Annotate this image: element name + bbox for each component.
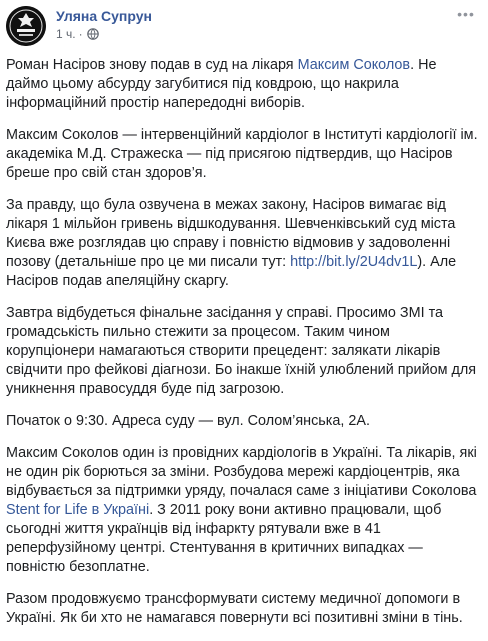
- paragraph-3: За правду, що була озвучена в межах закону, Насіров вимагає від лікаря 1 мільйон гривень відшкодування. Шевченківський суд міста Києва вже розглядав цю справу і повністю відмовив у задоволенні позову (детальніше про це ми писали тут: http://bit.ly/2U4dv1L). Але Насіров подав апеляційну скаргу.: [6, 197, 457, 289]
- external-link[interactable]: http://bit.ly/2U4dv1L: [290, 254, 418, 270]
- avatar-emblem-icon: [6, 6, 46, 46]
- paragraph-6: Максим Соколов один із провідних кардіологів в Україні. Та лікарів, які не один рік борються за зміни. Розбудова мережі кардіоцентрів, яка відбувається за підтримки уряду, почалася саме з ініціативи Соколова Stent for Life в Україні. З 2011 року вони активно працювали, щоб сьогодні життя українців від інфаркту рятували вже в 41 реперфузійному центрі. Стентування в критичних випадках — повністю безоплатне.: [6, 445, 477, 575]
- paragraph-4: Завтра відбудеться фінальне засідання у справі. Просимо ЗМІ та громадськість пильно стежити за процесом. Таким чином корупціонери намагаються створити прецедент: залякати лікарів свідчити про фейкові діагнози. Бо інакше їхній улюблений прийом для уникнення правосуддя буде під загрозою.: [6, 305, 477, 397]
- profile-link-maksym-sokolov[interactable]: Максим Соколов: [297, 57, 411, 73]
- paragraph-5: Початок о 9:30. Адреса суду — вул. Солом’янська, 2А.: [6, 413, 371, 429]
- more-horizontal-icon[interactable]: •••: [457, 6, 475, 22]
- globe-icon: [87, 28, 99, 40]
- author-name[interactable]: Уляна Супрун: [56, 8, 152, 24]
- post-header: [6, 6, 482, 46]
- paragraph-1: Роман Насіров знову подав в суд на лікаря Максим Соколов. Не даймо цьому абсурду загубитися під ковдрою, що накрила інформаційний простір напередодні виборів.: [6, 57, 437, 111]
- post-body: [6, 56, 478, 641]
- post-meta: [56, 27, 99, 41]
- page-link-stent-for-life[interactable]: Stent for Life в Україні: [6, 502, 150, 518]
- paragraph-7: Разом продовжуємо трансформувати систему медичної допомоги в Україні. Як би хто не намагався повернути всі позитивні зміни в тінь.: [6, 591, 463, 626]
- avatar[interactable]: [6, 6, 46, 46]
- post-timestamp[interactable]: 1 ч.: [56, 27, 76, 41]
- paragraph-2: Максим Соколов — інтервенційний кардіолог в Інституті кардіології ім. академіка М.Д. Стражеска — під присягою підтвердив, що Насіров бреше про свій стан здоров’я.: [6, 127, 478, 181]
- meta-separator: ·: [78, 27, 83, 41]
